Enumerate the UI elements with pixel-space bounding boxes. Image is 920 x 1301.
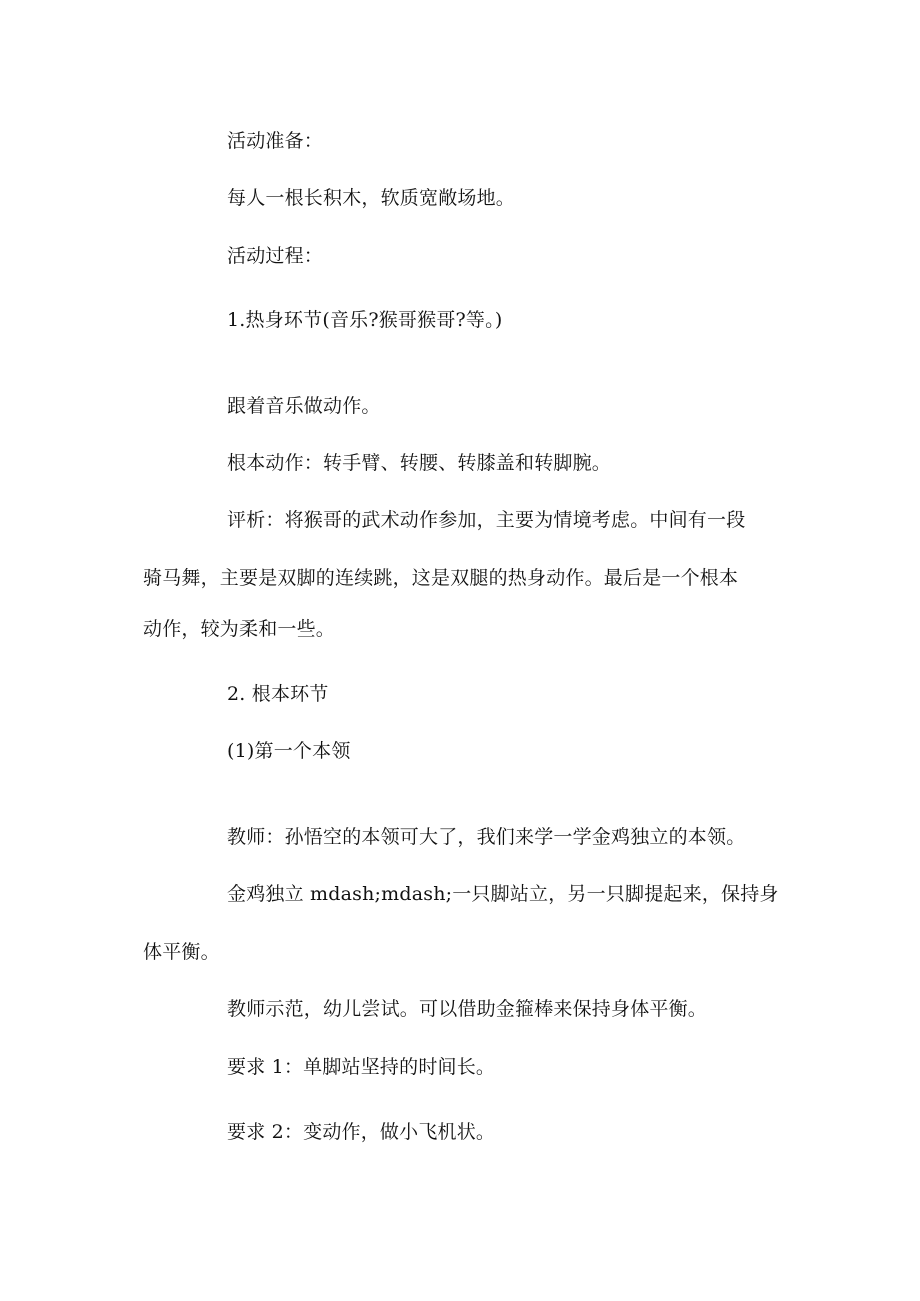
paragraph-basic-moves: 根本动作：转手臂、转腰、转膝盖和转脚腕。 xyxy=(227,452,612,474)
paragraph-golden-rooster-line-2: 体平衡。 xyxy=(143,941,220,963)
paragraph-materials: 每人一根长积木，软质宽敞场地。 xyxy=(227,187,516,209)
paragraph-follow-music: 跟着音乐做动作。 xyxy=(227,395,381,417)
heading-activity-process: 活动过程： xyxy=(227,245,324,267)
requirement-2: 要求 2：变动作，做小飞机状。 xyxy=(227,1121,496,1143)
subsection-first-skill: (1)第一个本领 xyxy=(227,740,351,762)
paragraph-teacher-intro: 教师：孙悟空的本领可大了，我们来学一学金鸡独立的本领。 xyxy=(227,826,746,848)
section-basic-title: 2. 根本环节 xyxy=(227,683,329,705)
paragraph-golden-rooster-line-1: 金鸡独立 mdash;mdash;一只脚站立，另一只脚提起来，保持身 xyxy=(227,883,779,905)
paragraph-comment-line-1: 评析：将猴哥的武术动作参加，主要为情境考虑。中间有一段 xyxy=(227,509,746,531)
paragraph-comment-line-3: 动作，较为柔和一些。 xyxy=(143,618,336,640)
heading-activity-preparation: 活动准备： xyxy=(227,130,324,152)
paragraph-demonstration: 教师示范，幼儿尝试。可以借助金箍棒来保持身体平衡。 xyxy=(227,998,708,1020)
requirement-1: 要求 1：单脚站坚持的时间长。 xyxy=(227,1056,496,1078)
section-warmup-title: 1.热身环节(音乐?猴哥猴哥?等。) xyxy=(227,309,503,331)
paragraph-comment-line-2: 骑马舞，主要是双脚的连续跳，这是双腿的热身动作。最后是一个根本 xyxy=(143,567,739,589)
